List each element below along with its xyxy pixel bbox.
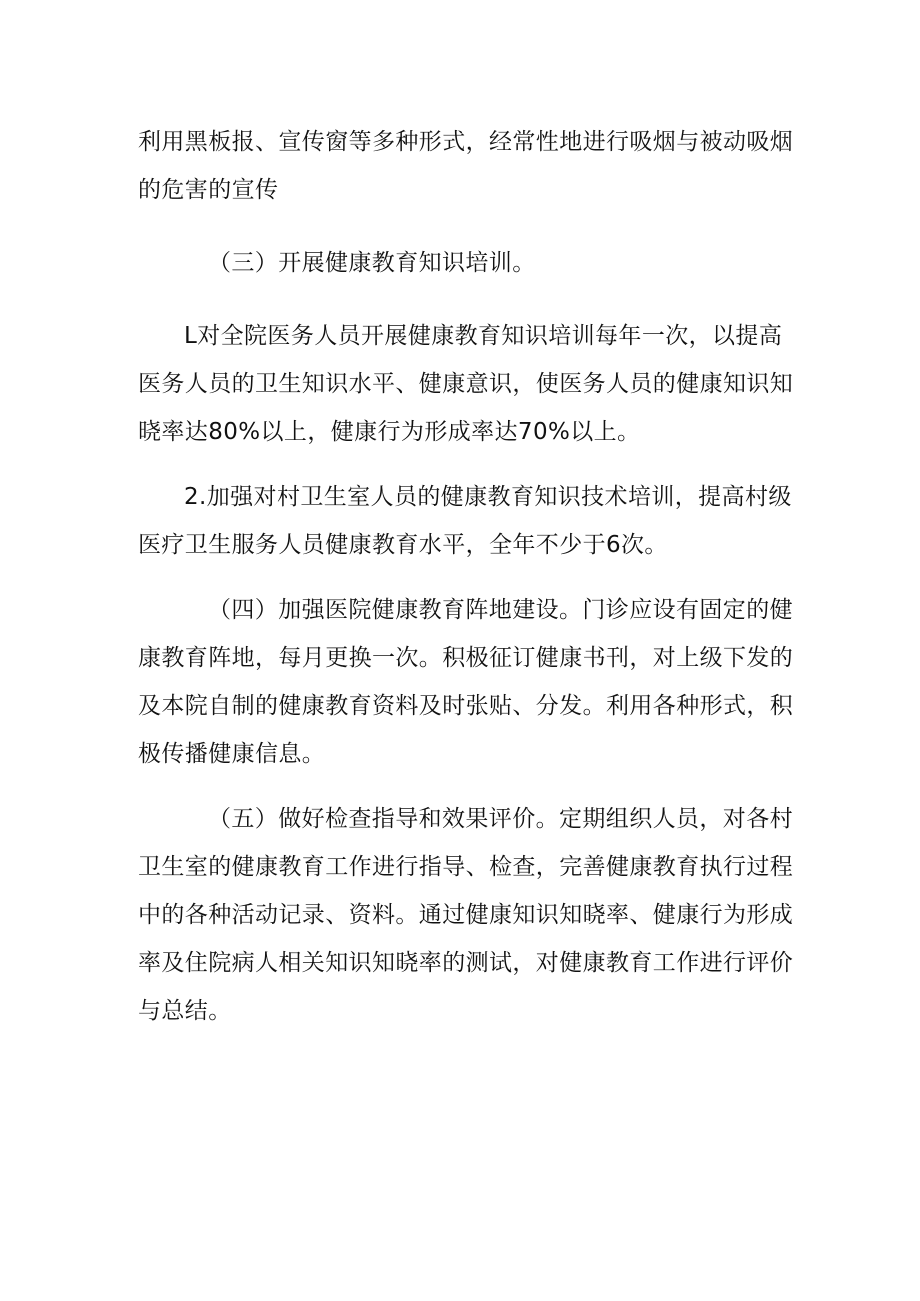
paragraph-item-2: [138, 473, 792, 569]
paragraph-line: L对全院医务人员开展健康教育知识培训每年一次，以提高: [184, 323, 783, 349]
paragraph-line: 医疗卫生服务人员健康教育水平，全年不少于6次。: [138, 532, 668, 558]
heading-section-3: [138, 239, 788, 287]
paragraph-line: 率及住院病人相关知识知晓率的测试，对健康教育工作进行评价: [138, 950, 794, 976]
paragraph-line: 晓率达80%以上，健康行为形成率达70%以上。: [138, 419, 641, 445]
paragraph-line: 及本院自制的健康教育资料及时张贴、分发。利用各种形式，积: [138, 693, 794, 719]
paragraph-line: （四）加强医院健康教育阵地建设。门诊应设有固定的健: [208, 597, 793, 623]
paragraph-section-5: [138, 795, 794, 1035]
paragraph-line: 利用黑板报、宣传窗等多种形式，经常性地进行吸烟与被动吸烟: [138, 129, 794, 155]
paragraph-line: 与总结。: [138, 998, 232, 1024]
paragraph-smoking-publicity: [138, 118, 794, 214]
paragraph-line: 医务人员的卫生知识水平、健康意识，使医务人员的健康知识知: [138, 371, 794, 397]
section-heading: （三）开展健康教育知识培训。: [208, 250, 536, 276]
paragraph-line: 康教育阵地，每月更换一次。积极征订健康书刊，对上级下发的: [138, 645, 794, 671]
paragraph-item-1: [138, 312, 794, 456]
document-page: [138, 118, 794, 1035]
paragraph-section-4: [138, 586, 794, 778]
paragraph-line: 极传播健康信息。: [138, 741, 326, 767]
paragraph-line: 卫生室的健康教育工作进行指导、检查，完善健康教育执行过程: [138, 854, 794, 880]
paragraph-line: 中的各种活动记录、资料。通过健康知识知晓率、健康行为形成: [138, 902, 794, 928]
paragraph-line: 2.加强对村卫生室人员的健康教育知识技术培训，提高村级: [184, 484, 792, 510]
paragraph-line: （五）做好检查指导和效果评价。定期组织人员，对各村: [208, 806, 793, 832]
paragraph-line: 的危害的宣传: [138, 177, 279, 203]
